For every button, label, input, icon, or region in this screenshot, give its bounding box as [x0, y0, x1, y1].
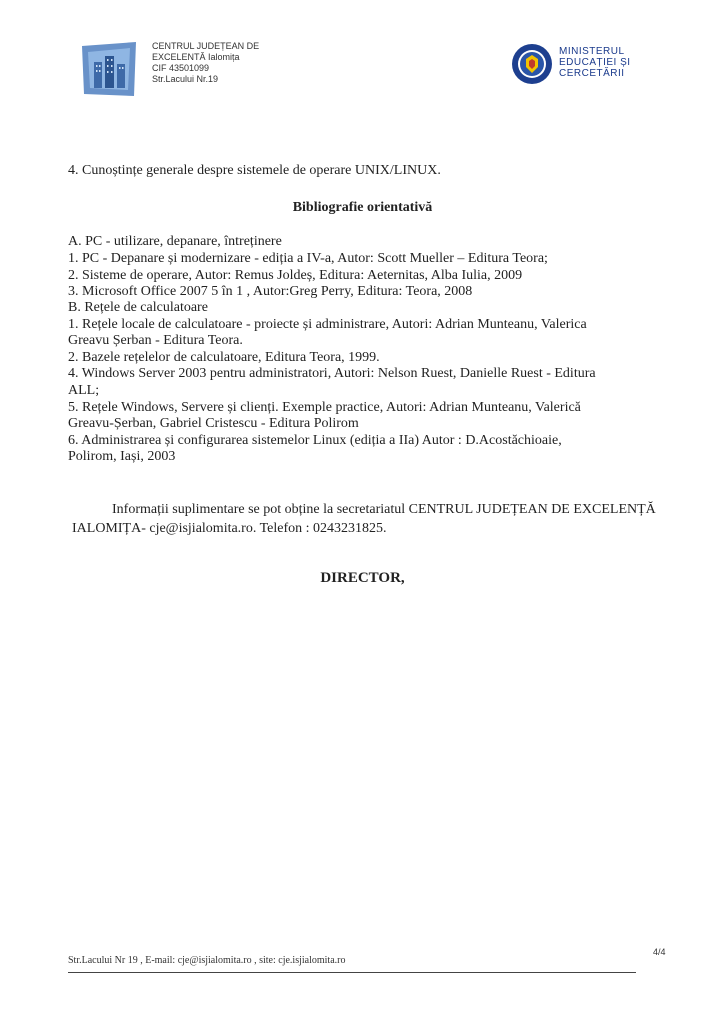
director-signature-label: DIRECTOR, — [320, 570, 405, 586]
bib-line-6: 1. Rețele locale de calculatoare - proiecte și administrare, Autori: Adrian Munteanu, Valerica — [68, 317, 587, 332]
bib-line-13: 6. Administrarea și configurarea sistemelor Linux (ediția a IIa) Autor : D.Acostăchioaie, — [68, 433, 562, 448]
page-number: 4/4 — [653, 947, 666, 957]
bib-line-14: Polirom, Iași, 2003 — [68, 449, 176, 464]
topic-item-4: 4. Cunoștințe generale despre sistemele de operare UNIX/LINUX. — [68, 163, 441, 178]
bib-line-7: Greavu Șerban - Editura Teora. — [68, 333, 243, 348]
ministry-name — [559, 46, 631, 79]
footer-divider — [68, 972, 636, 973]
org-cif: CIF 43501099 — [152, 63, 210, 73]
bib-line-2: 1. PC - Depanare și modernizare - ediția a IV-a, Autor: Scott Mueller – Editura Teora; — [68, 251, 548, 266]
org-address: Str.Lacului Nr.19 — [152, 74, 219, 84]
center-logo — [78, 40, 140, 98]
org-info — [152, 41, 259, 85]
bibliography-title: Bibliografie orientativă — [292, 200, 433, 215]
bib-line-10: ALL; — [68, 383, 100, 398]
footer-contact: Str.Lacului Nr 19 , E-mail: cje@isjialomita.ro , site: cje.isjialomita.ro — [68, 955, 346, 966]
bib-line-9: 4. Windows Server 2003 pentru administratori, Autori: Nelson Ruest, Danielle Ruest - Editura — [68, 366, 596, 381]
bib-line-12: Greavu-Șerban, Gabriel Cristescu - Editura Polirom — [68, 416, 359, 431]
ministry-seal-icon — [511, 43, 553, 85]
bib-line-3: 2. Sisteme de operare, Autor: Remus Joldeș, Editura: Aeternitas, Alba Iulia, 2009 — [68, 268, 523, 283]
org-name-line1: CENTRUL JUDEȚEAN DE — [152, 41, 260, 51]
ministry-line3: CERCETĂRII — [559, 68, 625, 79]
info-line-1: Informații suplimentare se pot obține la secretariatul CENTRUL JUDEȚEAN DE EXCELENȚĂ — [112, 502, 656, 517]
ministry-line1: MINISTERUL — [559, 46, 625, 57]
org-name-line2: EXCELENTĂ Ialomița — [152, 52, 240, 62]
bib-line-11: 5. Rețele Windows, Servere și clienți. Exemple practice, Autori: Adrian Munteanu, Valerică — [68, 400, 581, 415]
bib-line-4: 3. Microsoft Office 2007 5 în 1 , Autor:Greg Perry, Editura: Teora, 2008 — [68, 284, 473, 299]
info-line-2: IALOMIȚA- cje@isjialomita.ro. Telefon : 0243231825. — [72, 521, 387, 536]
bib-line-1: A. PC - utilizare, depanare, întreținere — [68, 234, 282, 249]
info-paragraph — [68, 500, 688, 538]
ministry-line2: EDUCAȚIEI ȘI — [559, 57, 631, 68]
bib-line-5: B. Rețele de calculatoare — [68, 300, 208, 315]
bib-line-8: 2. Bazele rețelelor de calculatoare, Editura Teora, 1999. — [68, 350, 380, 365]
